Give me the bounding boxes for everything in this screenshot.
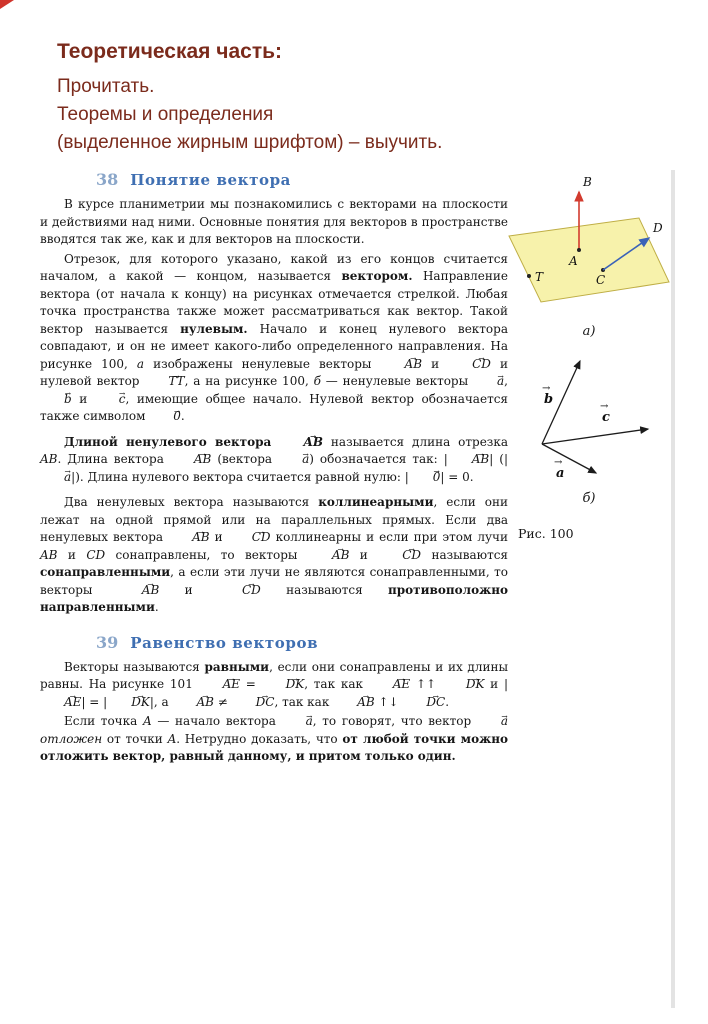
paragraph: Отрезок, для которого указано, какой из его концов считается началом, а какой — концом, называется вектором. Направление вектора (от начала к концу) на рисунках отмечается стрелкой. Любая точка пространства также может рассматриваться как вектор. Такой вектор называется нулевым. Начало и конец нулевого вектора совпадают, и он не имеет какого-либо определенного направления. На рисунке 100, а изображены ненулевые векторы AB → и CD → и нулевой вектор TT →, а на рисунке 100, б — ненулевые векторы a →, b → и c →, имеющие общее начало. Нулевой вектор обозначается также символом 0 →. <box>40 251 508 426</box>
label-vector-c: c <box>602 410 610 425</box>
paragraph: Если точка A — начало вектора a →, то говорят, что вектор a → отложен от точки A. Нетрудно доказать, что от любой точки можно отложить вектор, равный данному, и притом только один. <box>40 713 508 766</box>
paragraph: Векторы называются равными, если они сонаправлены и их длины равны. На рисунке 101 AE → = DK →, так как AE → ↑↑ DK → и |AE →| = | DK →|, а AB → ≠ DC →, так как AB → ↑↓ DC →. <box>40 659 508 712</box>
figure-caption: Рис. 100 <box>518 526 574 541</box>
paragraph: В курсе планиметрии мы познакомились с векторами на плоскости и действиями над ними. Основные понятия для векторов в пространстве вводятся так же, как и для векторов на плоскости. <box>40 197 508 246</box>
section-38-heading <box>96 170 508 189</box>
instructions-block <box>57 40 442 157</box>
figure-100a-plane-diagram <box>503 172 675 322</box>
text-column <box>40 168 508 768</box>
instruction-line: Прочитать. <box>57 76 155 97</box>
scan-page-edge <box>671 170 675 1008</box>
scan-corner-mark <box>0 0 14 9</box>
plane-figure <box>509 218 669 302</box>
paragraph: Два ненулевых вектора называются коллинеарными, если они лежат на одной прямой или на параллельных прямых. Если два ненулевых вектора AB → и CD → коллинеарны и если при этом лучи AB и CD сонаправлены, то векторы AB → и CD → называются сонаправленными, а если эти лучи не являются сонаправленными, то векторы AB → и CD → называются противоположно направленными. <box>40 494 508 617</box>
instruction-line: Теоремы и определения <box>57 104 274 125</box>
vector-arrow-mark: → <box>542 383 551 394</box>
label-vector-a: a <box>556 466 565 481</box>
page-title: Теоретическая часть: <box>57 40 283 63</box>
vector-c-arrow <box>542 429 648 444</box>
label-A: A <box>569 254 578 268</box>
section-title: Равенство векторов <box>130 633 319 652</box>
section-number: 39 <box>96 632 119 652</box>
textbook-scan <box>40 168 670 768</box>
label-C: C <box>596 273 606 287</box>
label-T: T <box>535 270 544 284</box>
vector-a-arrow <box>542 444 596 473</box>
figure-100b-vectors-diagram <box>514 349 664 489</box>
section-title: Понятие вектора <box>130 171 291 189</box>
paragraph: Длиной ненулевого вектора AB → называется длина отрезка AB. Длина вектора AB → (вектора a →) обозначается так: | AB →| (|a →|). Длина нулевого вектора считается равной нулю: | 0 →| = 0. <box>40 434 508 487</box>
instruction-line: (выделенное жирным шрифтом) – выучить. <box>57 132 443 153</box>
section-number: 38 <box>96 170 119 189</box>
figure-100a-label: а) <box>582 324 596 339</box>
section-39-heading <box>96 633 508 652</box>
label-D: D <box>653 221 663 235</box>
label-B: B <box>583 175 592 189</box>
point-A-dot <box>577 248 581 252</box>
vector-arrow-mark: → <box>600 401 609 412</box>
figure-column <box>508 168 670 768</box>
vector-arrow-mark: → <box>554 457 563 468</box>
point-T-dot <box>527 274 531 278</box>
label-vector-b: b <box>544 392 554 407</box>
figure-100b-label: б) <box>582 491 596 506</box>
